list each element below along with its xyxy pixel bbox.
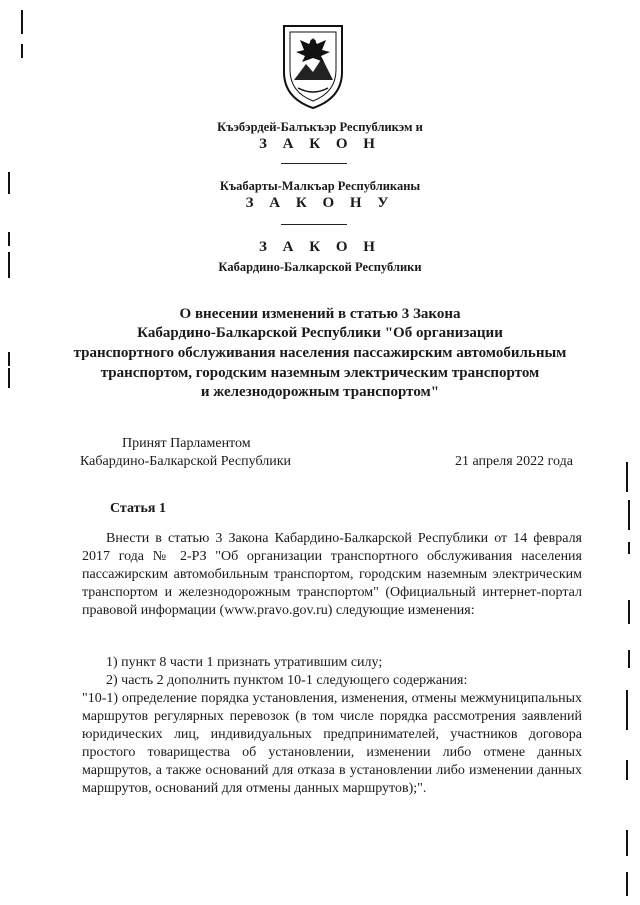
article-quote-text: "10-1) определение порядка установления, изменения, отмены межмуниципальных маршрутов регулярных перевозок (в том числе порядка рассмотрения заявлений юридических лиц, индивидуальных предпринимателей, участников договора простого товарищества об установлении, изменении либо отмене данных маршрутов, а также оснований для отказа в установлении либо изменении данных маршрутов, оснований для отмены данных маршрутов);".: [82, 691, 582, 796]
header-zakon-1: З А К О Н: [259, 136, 381, 152]
scan-mark: [628, 600, 630, 624]
law-title-line: О внесении изменений в статью 3 Закона: [179, 306, 461, 322]
coat-of-arms-icon: [278, 22, 348, 110]
divider: [281, 224, 347, 225]
scan-mark: [8, 352, 10, 366]
article-item-2: 2) часть 2 дополнить пунктом 10-1 следующего содержания:: [106, 673, 468, 688]
header-zakon-3: З А К О Н: [259, 239, 381, 255]
scan-mark: [628, 650, 630, 668]
adopted-by-line: Принят Парламентом: [122, 436, 251, 451]
adoption-date: 21 апреля 2022 года: [455, 454, 573, 469]
article-intro-text: Внести в статью 3 Закона Кабардино-Балкарской Республики от 14 февраля 2017 года № 2-РЗ "Об организации транспортного обслуживания населения пассажирским автомобильным транспортом, городским наземным электрическим транспортом и железнодорожным транспортом" (Официальный интернет-портал правовой информации (www.pravo.gov.ru) следующие изменения:: [82, 531, 582, 618]
scan-mark: [626, 760, 628, 780]
scan-mark: [8, 252, 10, 278]
adopted-by-parliament: Кабардино-Балкарской Республики: [80, 454, 291, 469]
scan-mark: [626, 690, 628, 730]
header-ru-line: Кабардино-Балкарской Республики: [218, 260, 422, 274]
scan-mark: [628, 542, 630, 554]
article-heading: Статья 1: [110, 501, 166, 516]
scan-mark: [8, 172, 10, 194]
scan-mark: [626, 462, 628, 492]
law-title-line: транспортного обслуживания населения пассажирским автомобильным: [73, 345, 567, 361]
law-title-line: транспортом, городским наземным электрическим транспортом: [100, 365, 540, 381]
scan-mark: [8, 232, 10, 246]
scan-mark: [8, 368, 10, 388]
law-title-line: Кабардино-Балкарской Республики "Об организации: [137, 325, 503, 341]
scan-mark: [626, 830, 628, 856]
scan-mark: [21, 10, 23, 34]
header-zakon-2: З А К О Н У: [245, 195, 395, 211]
scan-mark: [21, 44, 23, 58]
scan-mark: [626, 872, 628, 896]
article-quote-paragraph: [82, 690, 582, 797]
article-intro-paragraph: [82, 530, 582, 620]
scan-mark: [628, 500, 630, 530]
divider: [281, 163, 347, 164]
article-item-1: 1) пункт 8 части 1 признать утратившим силу;: [106, 655, 383, 670]
header-kbr-line: Къэбэрдей-Балъкъэр Республикэм и: [217, 120, 423, 134]
header-krc-line: Къабарты-Малкъар Республиканы: [219, 179, 421, 193]
law-title-line: и железнодорожным транспортом": [200, 384, 440, 400]
